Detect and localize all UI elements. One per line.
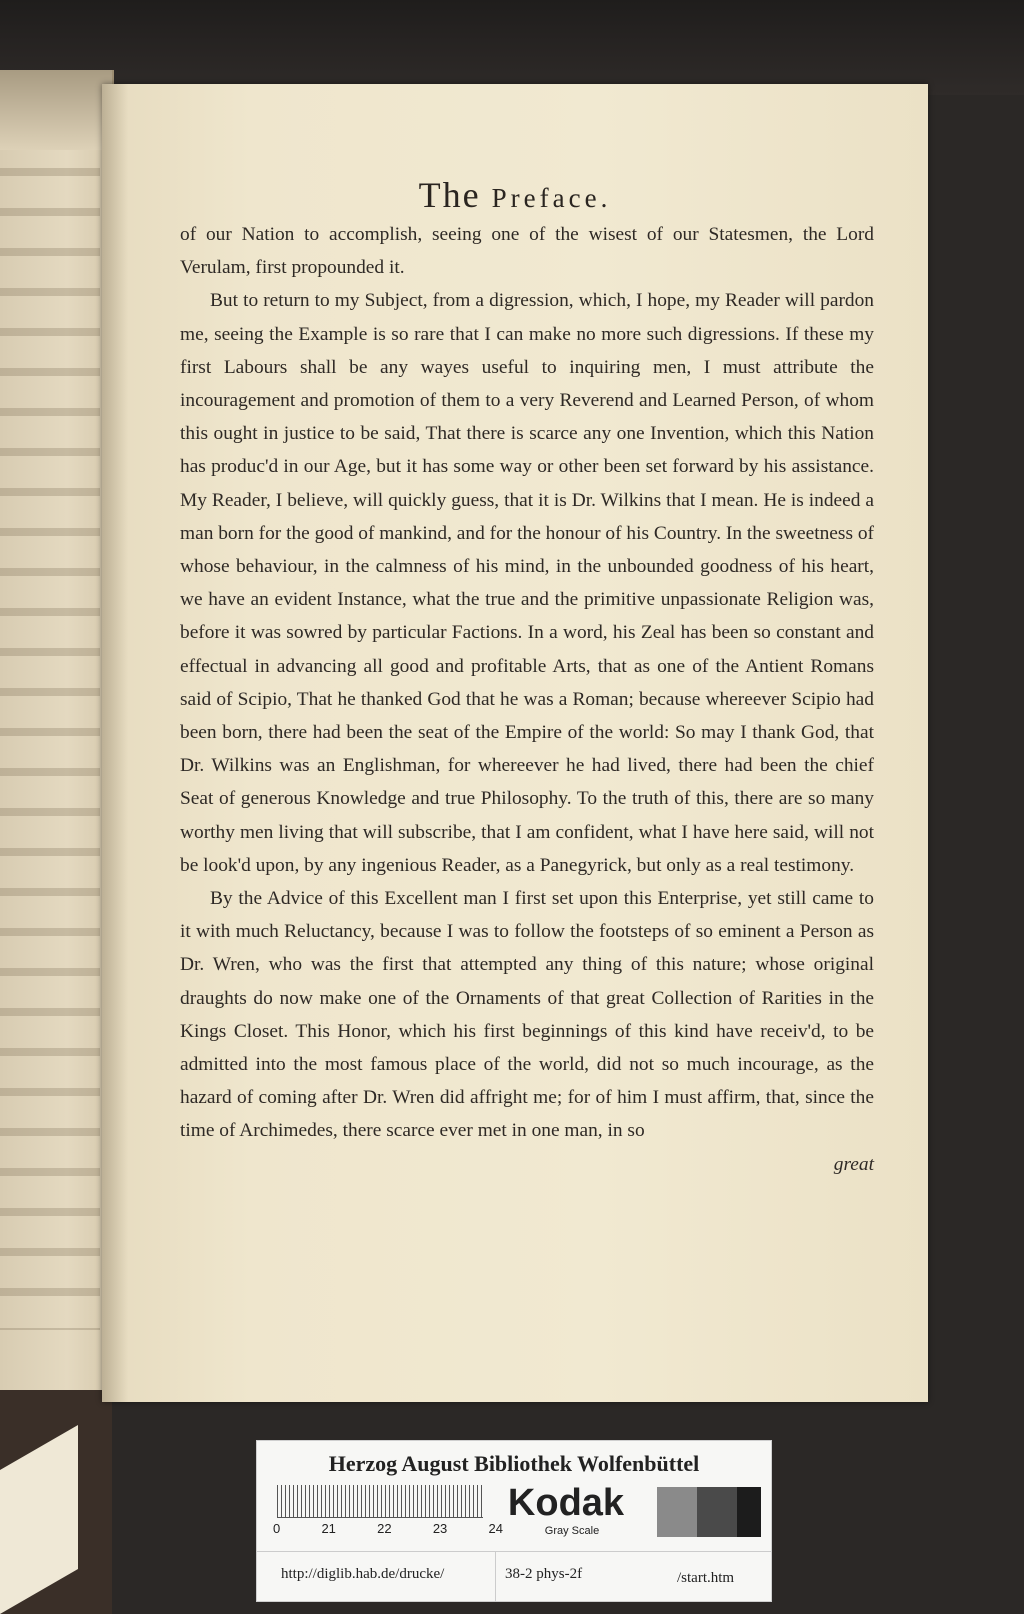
kodak-logo: Kodak xyxy=(507,1482,625,1524)
ruler-numbers xyxy=(273,1521,503,1536)
gray-scale-label: Gray Scale xyxy=(544,1525,600,1537)
ruler-number: 24 xyxy=(488,1521,503,1536)
book-page xyxy=(102,84,928,1402)
page-title-smallcaps: Preface. xyxy=(491,183,612,213)
digital-library-url: http://diglib.hab.de/drucke/ xyxy=(281,1566,445,1582)
facing-page-text-bleed xyxy=(0,150,100,1330)
page-gutter-shadow xyxy=(102,84,128,1402)
page-title xyxy=(102,174,928,216)
page-body xyxy=(180,218,874,1181)
scan-backdrop xyxy=(0,0,1024,95)
gray-swatch-black xyxy=(737,1487,761,1537)
catchword: great xyxy=(833,1153,874,1175)
ruler-number: 23 xyxy=(432,1521,448,1536)
paragraph-1: of our Nation to accomplish, seeing one of the wisest of our Statesmen, the Lord Verulam, first propounded it. xyxy=(180,224,874,279)
shelfmark: 38-2 phys-2f xyxy=(505,1566,583,1582)
reference-row xyxy=(257,1551,771,1602)
library-name: Herzog August Bibliothek Wolfenbüttel xyxy=(328,1451,700,1476)
gray-swatch-mid xyxy=(657,1487,697,1537)
ruler-number: 22 xyxy=(377,1521,392,1536)
start-link: /start.htm xyxy=(677,1570,735,1586)
divider xyxy=(495,1552,496,1602)
ruler-number: 0 xyxy=(273,1521,281,1536)
paragraph-2: But to return to my Subject, from a digression, which, I hope, my Reader will pardon me, seeing the Example is so rare that I can make no more such digressions. If these my first Labours shall be any wayes useful to inquiring men, I must attribute the incouragement and promotion of them to a very Reverend and Learned Person, of whom this ought in justice to be said, That there is scarce any one Invention, which this Nation has produc'd in our Age, but it has some way or other been set forward by his assistance. My Reader, I believe, will quickly guess, that it is Dr. Wilkins that I mean. He is indeed a man born for the good of mankind, and for the honour of his Country. In the sweetness of whose behaviour, in the calmness of his mind, in the unbounded goodness of his heart, we have an evident Instance, what the true and the primitive unpassionate Religion was, before it was sowred by particular Factions. In a word, his Zeal has been so constant and effectual in advancing all good and profitable Arts, that as one of the Antient Romans said of Scipio, That he thanked God that he was a Roman; because whereever Scipio had been born, there had been the seat of the Empire of the world: So may I thank God, that Dr. Wilkins was an Englishman, for whereever he had lived, there had been the chief Seat of generous Knowledge and true Philosophy. To the truth of this, there are so many worthy men living that will subscribe, that I am confident, what I have here said, will not be look'd upon, by any ingenious Reader, as a Panegyrick, but only as a real testimony. xyxy=(180,290,874,876)
facing-page xyxy=(0,70,114,1390)
facing-page-edge xyxy=(0,70,112,150)
gray-swatch-dark xyxy=(697,1487,737,1537)
page-title-word: The xyxy=(418,175,481,215)
scale-ruler xyxy=(277,1485,483,1518)
ruler-number: 21 xyxy=(321,1521,336,1536)
color-target-card xyxy=(256,1440,772,1602)
paragraph-3: By the Advice of this Excellent man I first set upon this Enterprise, yet still came to it with much Reluctancy, because I was to follow the footsteps of so eminent a Person as Dr. Wren, who was the first that attempted any thing of this nature; whose original draughts do now make one of the Ornaments of that great Collection of Rarities in the Kings Closet. This Honor, which his first beginnings of this kind have receiv'd, to be admitted into the most famous place of the world, did not so much incourage, as the hazard of coming after Dr. Wren did affright me; for of him I must affirm, that, since the time of Archimedes, there scarce ever met in one man, in so xyxy=(180,888,874,1142)
